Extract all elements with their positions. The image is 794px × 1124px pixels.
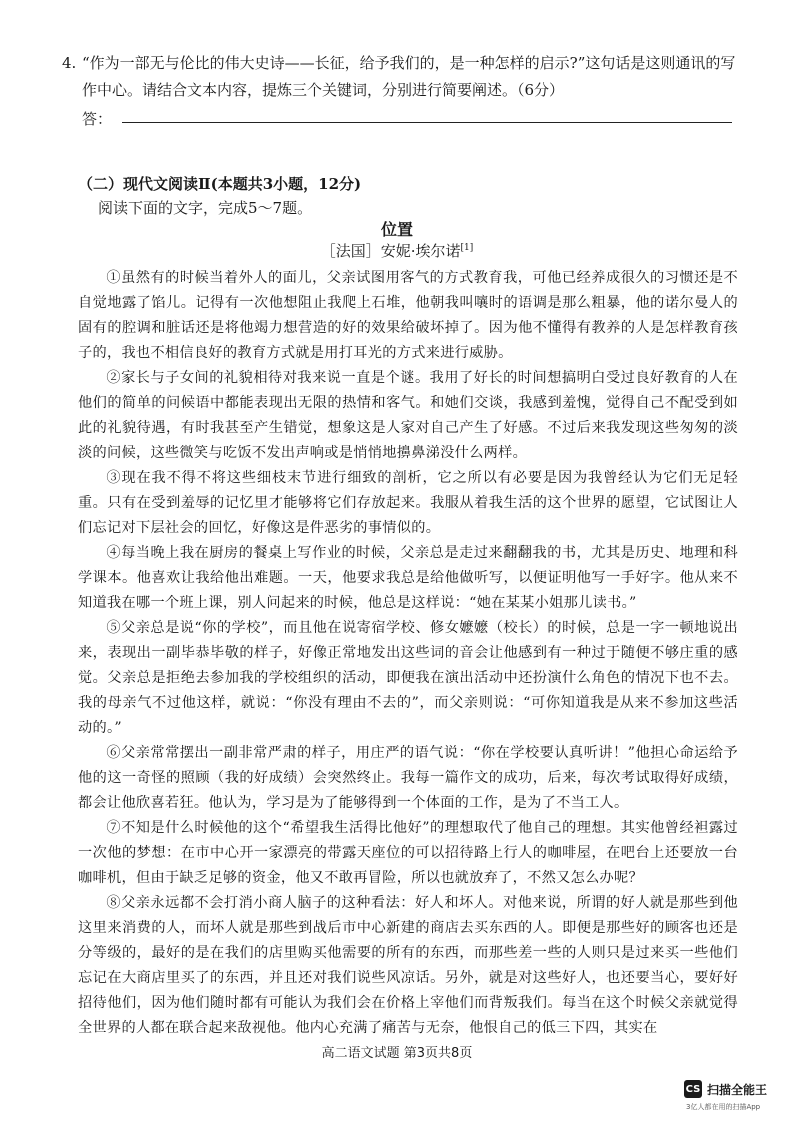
answer-rule — [122, 122, 732, 123]
passage-title: 位置 — [380, 220, 413, 239]
question-text: “作为一部无与伦比的伟大史诗——长征，给予我们的，是一种怎样的启示?”这句话是这则通讯的写作中心。请结合文本内容，提炼三个关键词，分别进行简要阐述。（6分） — [82, 54, 736, 99]
paragraph-7: ⑦不知是什么时候他的这个“希望我生活得比他好”的理想取代了他自己的理想。其实他曾经袒露过一次他的梦想：在市中心开一家漂亮的带露天座位的可以招待路上行人的咖啡屋，在吧台上还要放一台咖啡机，但由于缺乏足够的资金，他又不敢再冒险，所以也就放弃了，不然又怎么办呢？ — [78, 820, 738, 886]
answer-area — [82, 108, 742, 129]
paragraph-1: ①虽然有的时候当着外人的面儿，父亲试图用客气的方式教育我，可他已经养成很久的习惯还是不自觉地露了馅儿。记得有一次他想阻止我爬上石堆，他朝我叫嚷时的语调是那么粗暴，他的诺尔曼人的固有的腔调和脏话还是将他竭力想营造的好的效果给破坏掉了。因为他不懂得有教养的人是怎样教育孩子的，我也不相信良好的教育方式就是用打耳光的方式来进行威胁。 — [78, 270, 738, 361]
paragraph-5: ⑤父亲总是说“你的学校”，而且他在说寄宿学校、修女嬷嬷（校长）的时候，总是一字一顿地说出来，表现出一副毕恭毕敬的样子，好像正常地发出这些词的音会让他感到有一种过于随便不够庄重的感觉。父亲总是拒绝去参加我的学校组织的活动，即便我在演出活动中还扮演什么角色的情况下也不去。我的母亲气不过他这样，就说：“你没有理由不去的”，而父亲则说：“可你知道我是从来不参加这些活动的。” — [78, 620, 738, 736]
paragraph-8: ⑧父亲永远都不会打消小商人脑子的这种看法：好人和坏人。对他来说，所谓的好人就是那些到他这里来消费的人，而坏人就是那些到战后市中心新建的商店去买东西的人。即便是那些好的顾客也还是分等级的，最好的是在我们的店里购买他需要的所有的东西，而那些差一些的人则只是过来买一些他们忘记在大商店里买了的东西，并且还对我们说些风凉话。另外，就是对这些好人，也还要当心，要好好招待他们，因为他们随时都有可能认为我们会在价格上宰他们而背叛我们。每当在这个时候父亲就觉得全世界的人都在联合起来敌视他。他内心充满了痛苦与无奈，他恨自己的低三下四，其实在 — [78, 895, 738, 1036]
author-name: ［法国］安妮·埃尔诺 — [320, 242, 461, 260]
answer-label: 答： — [82, 110, 113, 128]
scanner-watermark — [684, 1080, 767, 1098]
scanner-tagline: 3亿人都在用的扫描App — [686, 1103, 761, 1111]
paragraph-3: ③现在我不得不将这些细枝末节进行细致的剖析，它之所以有必要是因为我曾经认为它们无足轻重。只有在受到羞辱的记忆里才能够将它们存放起来。我服从着我生活的这个世界的愿望，它试图让人们忘记对下层社会的回忆，好像这是件恶劣的事情似的。 — [78, 470, 738, 536]
section-heading: （二）现代文阅读Ⅱ(本题共3小题，12分) — [78, 175, 362, 193]
page-footer: 高二语文试题 第3页共8页 — [321, 1046, 473, 1061]
paragraph-6: ⑥父亲常常摆出一副非常严肃的样子，用庄严的语气说：“你在学校要认真听讲！”他担心命运给予他的这一奇怪的照顾（我的好成绩）会突然终止。我每一篇作文的成功，后来，每次考试取得好成绩，都会让他欣喜若狂。他认为，学习是为了能够得到一个体面的工作，是为了不当工人。 — [78, 745, 738, 811]
question-number: 4. — [62, 54, 77, 72]
paragraph-2: ②家长与子女间的礼貌相待对我来说一直是个谜。我用了好长的时间想搞明白受过良好教育的人在他们的简单的问候语中都能表现出无限的热情和客气。和她们交谈，我感到羞愧，觉得自己不配受到如此的礼貌待遇，有时我甚至产生错觉，想象这是人家对自己产生了好感。不过后来我发现这些匆匆的淡淡的问候，这些微笑与吃饭不发出声响或是悄悄地擤鼻涕没什么两样。 — [78, 370, 738, 461]
author-footnote-mark: [1] — [460, 243, 474, 253]
section-instruction: 阅读下面的文字，完成5～7题。 — [98, 199, 313, 217]
passage-body — [78, 266, 738, 1041]
passage-author — [0, 240, 794, 261]
paragraph-4: ④每当晚上我在厨房的餐桌上写作业的时候，父亲总是走过来翻翻我的书，尤其是历史、地理和科学课本。他喜欢让我给他出难题。一天，他要求我总是给他做听写，以便证明他写一手好字。他从来不知道我在哪一个班上课，别人问起来的时候，他总是这样说：“她在某某小姐那儿读书。” — [78, 545, 738, 611]
scanner-brand: 扫描全能王 — [707, 1082, 768, 1097]
question-4 — [62, 50, 742, 104]
scanner-logo-icon: CS — [684, 1080, 702, 1098]
